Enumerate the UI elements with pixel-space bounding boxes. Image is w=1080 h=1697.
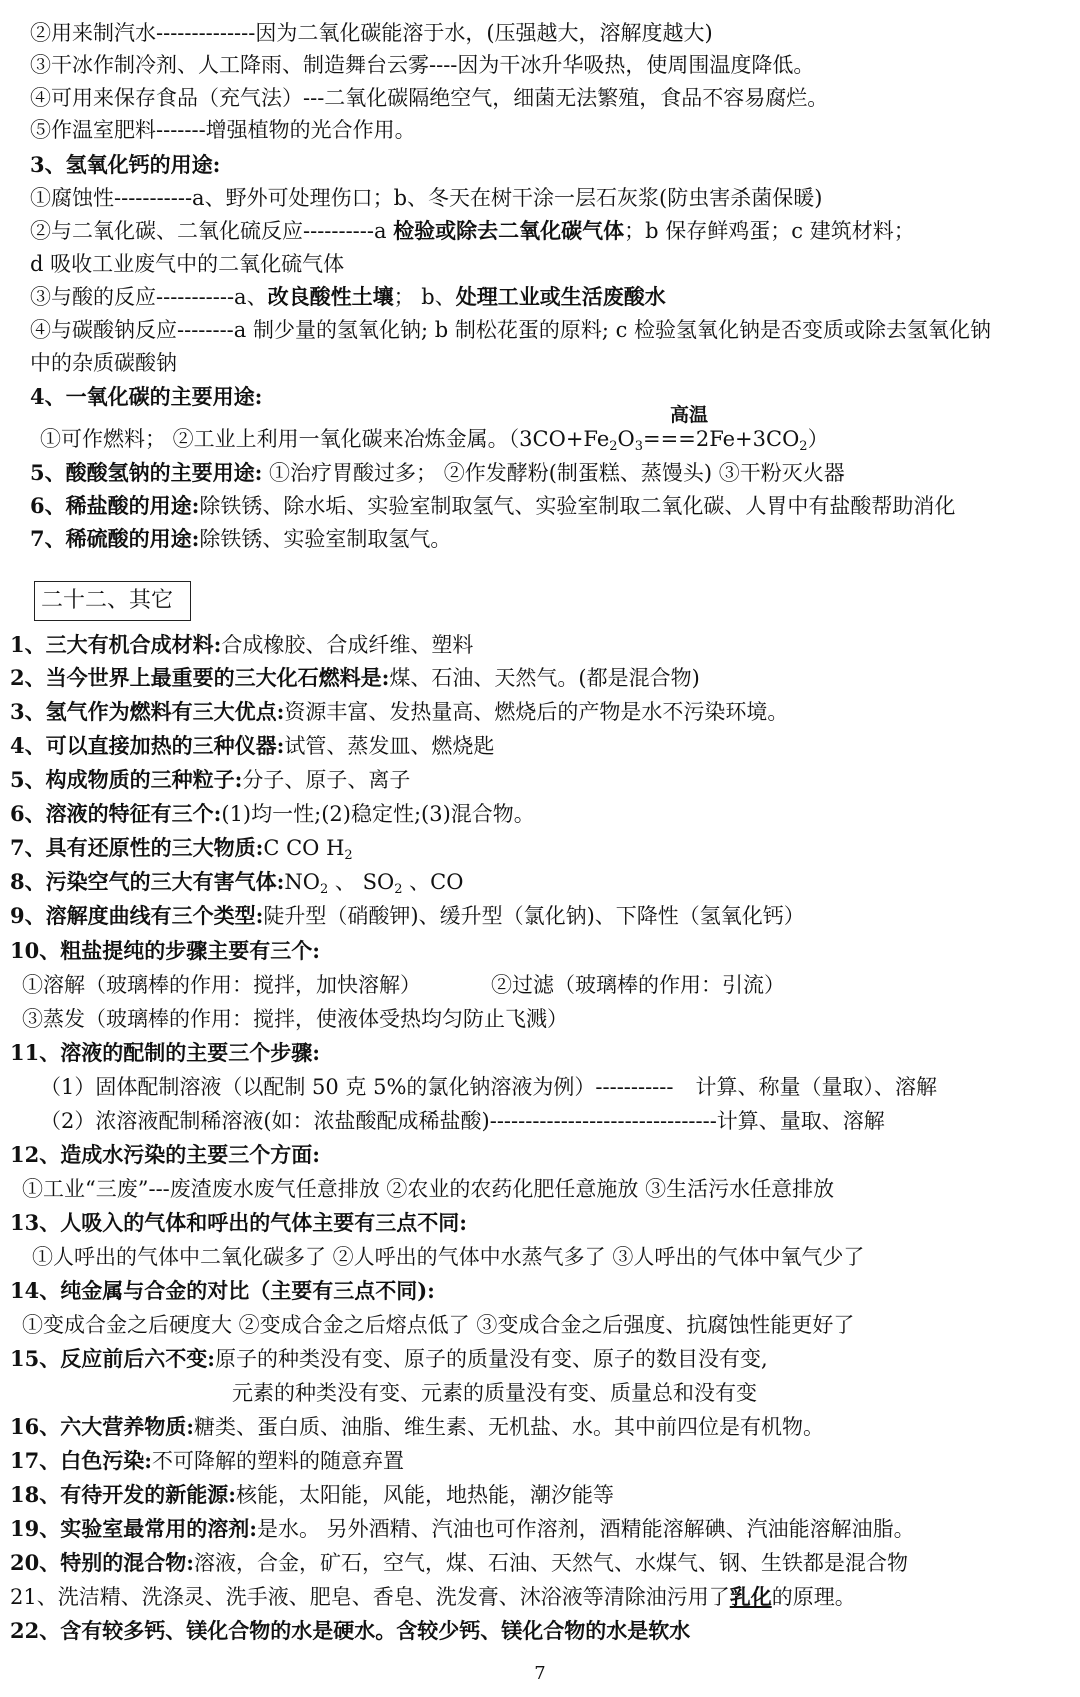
co2-use-5: ⑤作温室肥料-------增强植物的光合作用。 bbox=[30, 118, 416, 142]
item-11-line2: （2）浓溶液配制稀溶液(如：浓盐酸配成稀盐酸)--------------------------------计算、量取、溶解 bbox=[40, 1109, 885, 1133]
caoh2-item-3: ③与酸的反应-----------a、改良酸性土壤； b、处理工业或生活废酸水 bbox=[30, 284, 666, 309]
item-19: 19、实验室最常用的溶剂:是水。 另外酒精、汽油也可作溶剂，酒精能溶解碘、汽油能溶解油脂。 bbox=[10, 1516, 915, 1541]
caoh2-item-4-cont: 中的杂质碳酸钠 bbox=[30, 351, 177, 375]
reaction-condition: 高温 bbox=[670, 404, 709, 426]
item-2: 2、当今世界上最重要的三大化石燃料是:煤、石油、天然气。(都是混合物) bbox=[10, 665, 700, 690]
item-18: 18、有待开发的新能源:核能，太阳能，风能，地热能，潮汐能等 bbox=[10, 1482, 614, 1507]
item-16: 16、六大营养物质:糖类、蛋白质、油脂、维生素、无机盐、水。其中前四位是有机物。 bbox=[10, 1414, 824, 1439]
item-15: 15、反应前后六不变:原子的种类没有变、原子的质量没有变、原子的数目没有变, bbox=[10, 1346, 768, 1371]
h2so4-uses: 7、稀硫酸的用途:除铁锈、实验室制取氢气。 bbox=[30, 526, 452, 551]
co2-use-3: ③干冰作制冷剂、人工降雨、制造舞台云雾----因为干冰升华吸热，使周围温度降低。 bbox=[30, 53, 815, 77]
caoh2-item-2-cont: d 吸收工业废气中的二氧化硫气体 bbox=[30, 252, 345, 276]
item-5: 5、构成物质的三种粒子:分子、原子、离子 bbox=[10, 767, 411, 792]
item-20: 20、特别的混合物:溶液，合金，矿石，空气，煤、石油、天然气、水煤气、钢、生铁都是混合物 bbox=[10, 1550, 908, 1575]
caoh2-heading: 3、氢氧化钙的用途: bbox=[30, 152, 221, 177]
item-6: 6、溶液的特征有三个:(1)均一性;(2)稳定性;(3)混合物。 bbox=[10, 801, 535, 826]
caoh2-item-2: ②与二氧化碳、二氧化硫反应----------a 检验或除去二氧化碳气体；b 保存鲜鸡蛋；c 建筑材料； bbox=[30, 218, 915, 243]
co2-use-2: ②用来制汽水--------------因为二氧化碳能溶于水，(压强越大，溶解度越大) bbox=[30, 21, 713, 45]
item-21: 21、洗洁精、洗涤灵、洗手液、肥皂、香皂、洗发膏、沐浴液等清除油污用了乳化的原理。 bbox=[10, 1584, 856, 1609]
item-14-heading: 14、纯金属与合金的对比（主要有三点不同): bbox=[10, 1278, 435, 1303]
item-8: 8、污染空气的三大有害气体$:NO_2$ 、 $SO_2$ 、CO bbox=[10, 869, 464, 897]
item-13-heading: 13、人吸入的气体和呼出的气体主要有三点不同: bbox=[10, 1210, 467, 1235]
item-7: 7、具有还原性的三大物质:C CO $H_2$ bbox=[10, 835, 353, 863]
item-11-heading: 11、溶液的配制的主要三个步骤: bbox=[10, 1040, 320, 1065]
item-11-line1: （1）固体配制溶液（以配制 50 克 5%的氯化钠溶液为例）----------- 计算、称量（量取）、溶解 bbox=[40, 1075, 937, 1099]
item-1: 1、三大有机合成材料:合成橡胶、合成纤维、塑料 bbox=[10, 632, 474, 657]
item-12-text: ①工业“三废”---废渣废水废气任意排放 ②农业的农药化肥任意施放 ③生活污水任意排放 bbox=[22, 1177, 835, 1201]
item-9: 9、溶解度曲线有三个类型:陡升型（硝酸钾)、缓升型（氯化钠)、下降性（氢氧化钙） bbox=[10, 903, 805, 928]
section-title: 二十二、其它 bbox=[34, 581, 191, 621]
co-heading: 4、一氧化碳的主要用途: bbox=[30, 384, 263, 409]
co2-use-4: ④可用来保存食品（充气法）---二氧化碳隔绝空气，细菌无法繁殖，食品不容易腐烂。 bbox=[30, 86, 829, 110]
item-10-heading: 10、粗盐提纯的步骤主要有三个: bbox=[10, 938, 320, 963]
item-22: 22、含有较多钙、镁化合物的水是硬水。含较少钙、镁化合物的水是软水 bbox=[10, 1618, 691, 1643]
item-13-text: ①人呼出的气体中二氧化碳多了 ②人呼出的气体中水蒸气多了 ③人呼出的气体中氧气少了 bbox=[32, 1245, 865, 1269]
item-4: 4、可以直接加热的三种仪器:试管、蒸发皿、燃烧匙 bbox=[10, 733, 495, 758]
item-3: 3、氢气作为燃料有三大优点:资源丰富、发热量高、燃烧后的产物是水不污染环境。 bbox=[10, 699, 789, 724]
item-12-heading: 12、造成水污染的主要三个方面: bbox=[10, 1142, 320, 1167]
caoh2-item-1: ①腐蚀性-----------a、野外可处理伤口；b、冬天在树干涂一层石灰浆(防虫害杀菌保暖) bbox=[30, 186, 823, 210]
caoh2-item-4: ④与碳酸钠反应--------a 制少量的氢氧化钠; b 制松花蛋的原料; c 检验氢氧化钠是否变质或除去氢氧化钠 bbox=[30, 318, 992, 342]
co-uses: ①可作燃料； ②工业上利用一氧化碳来冶炼金属。$(3CO+Fe_2O_3===2Fe+3CO_2)$ bbox=[40, 427, 829, 454]
item-15-cont: 元素的种类没有变、元素的质量没有变、质量总和没有变 bbox=[232, 1381, 757, 1405]
hcl-uses: 6、稀盐酸的用途:除铁锈、除水垢、实验室制取氢气、实验室制取二氧化碳、人胃中有盐酸帮助消化 bbox=[30, 493, 956, 518]
item-14-text: ①变成合金之后硬度大 ②变成合金之后熔点低了 ③变成合金之后强度、抗腐蚀性能更好了 bbox=[22, 1313, 855, 1337]
nahco3-uses: 5、酸酸氢钠的主要用途: ①治疗胃酸过多； ②作发酵粉(制蛋糕、蒸馒头) ③干粉灭火器 bbox=[30, 460, 845, 485]
item-10-line2: ③蒸发（玻璃棒的作用：搅拌，使液体受热均匀防止飞溅） bbox=[22, 1007, 568, 1031]
page-number: 7 bbox=[534, 1663, 546, 1684]
item-17: 17、白色污染:不可降解的塑料的随意弃置 bbox=[10, 1448, 404, 1473]
item-10-line1: ①溶解（玻璃棒的作用：搅拌，加快溶解） ②过滤（玻璃棒的作用：引流） bbox=[22, 973, 785, 997]
